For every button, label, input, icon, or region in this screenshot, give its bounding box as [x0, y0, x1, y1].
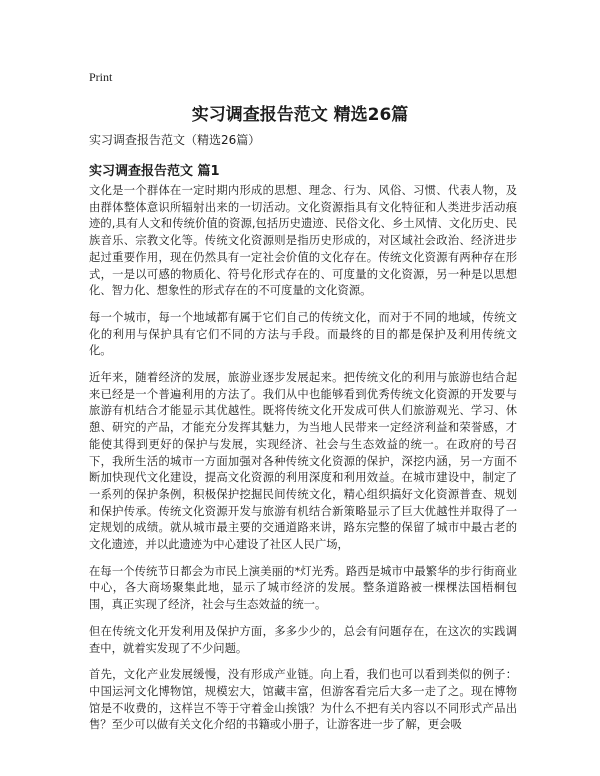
paragraph: 文化是一个群体在一定时期内形成的思想、理念、行为、风俗、习惯、代表人物，及由群体整体意识所辐射出来的一切活动。文化资源指具有文化特征和人类进步活动痕迹的,具有人文和传统价值的资源,包括历史遗迹、民俗文化、乡土风情、文化历史、民族音乐、宗教文化等。传统文化资源则是指历史形成的，对区域社会政治、经济进步起过重要作用，现在仍然具有一定社会价值的文化存在。传统文化资源有两种存在形式，一是以可感的物质化、符号化形式存在的、可度量的文化资源，另一种是以思想化、智力化、想象性的形式存在的不可度量的文化资源。: [89, 184, 517, 298]
document-title: 实习调查报告范文 精选26篇: [191, 105, 409, 125]
paragraph: 近年来，随着经济的发展，旅游业逐步发展起来。把传统文化的利用与旅游也结合起来已经是一个普遍利用的方法了。我们从中也能够看到优秀传统文化资源的开发要与旅游有机结合才能显示其优越性。既将传统文化开发成可供人们旅游观光、学习、休憩、研究的产品，才能充分发挥其魅力，为当地人民带来一定经济利益和荣誉感，才能使其得到更好的保护与发展，实现经济、社会与生态效益的统一。在政府的号召下，我所生活的城市一方面加强对各种传统文化资源的保护，深挖内涵，另一方面不断加快现代文化建设，提高文化资源的利用深度和利用效益。在城市建设中，制定了一系列的保护条例，积极保护挖掘民间传统文化，精心组织搞好文化资源普查、规划和保护传承。传统文化资源开发与旅游有机结合新策略显示了巨大优越性并取得了一定规划的成绩。就从城市最主要的交通道路来讲，路东完整的保留了城市中最古老的文化遗迹，并以此遗迹为中心建设了社区人民广场，: [89, 371, 517, 552]
paragraph: 在每一个传统节日都会为市民上演美丽的*灯光秀。路西是城市中最繁华的步行街商业中心，各大商场聚集此地，显示了城市经济的发展。整条道路被一棵棵法国梧桐包围，真正实现了经济，社会与生态效益的统一。: [89, 564, 517, 612]
section-heading: 实习调查报告范文 篇1: [89, 164, 220, 179]
paragraph: 首先，文化产业发展缓慢，没有形成产业链。向上看，我们也可以看到类似的例子：中国运河文化博物馆，规模宏大，馆藏丰富，但游客看完后大多一走了之。现在博物馆是不收费的，这样岂不等于守着金山挨饿？为什么不把有关内容以不同形式产品出售？至少可以做有关文化介绍的书籍或小册子，让游客进一步了解，更会吸: [89, 668, 517, 732]
print-label[interactable]: Print: [89, 70, 113, 84]
paragraph: 但在传统文化开发利用及保护方面，多多少少的，总会有问题存在，在这次的实践调查中，就着实发现了不少问题。: [89, 624, 517, 655]
paragraph: 每一个城市，每一个地域都有属于它们自己的传统文化，而对于不同的地域，传统文化的利用与保护具有它们不同的方法与手段。而最终的目的都是保护及利用传统文化。: [89, 310, 517, 358]
document-body: [89, 183, 517, 744]
document-subtitle: 实习调查报告范文（精选26篇）: [89, 133, 261, 147]
